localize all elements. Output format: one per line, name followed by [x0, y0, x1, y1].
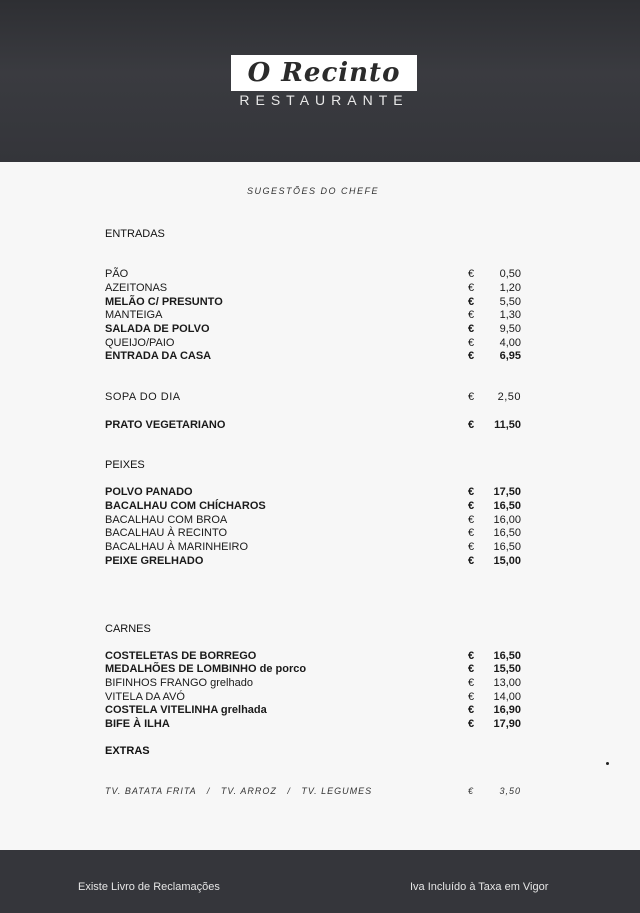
section-entradas: ENTRADAS: [105, 228, 165, 240]
menu-item: [105, 268, 521, 282]
item-name: BIFINHOS FRANGO grelhado: [105, 677, 253, 689]
item-price: 16,50: [493, 541, 521, 553]
item-name: SOPA DO DIA: [105, 391, 181, 403]
menu-item: [105, 650, 521, 664]
currency: €: [468, 282, 475, 294]
currency: €: [468, 323, 475, 335]
footer-banner: [0, 850, 640, 913]
item-price: 14,00: [493, 691, 521, 703]
extras-price: 3,50: [499, 786, 521, 796]
item-name: COSTELETAS DE BORREGO: [105, 650, 257, 662]
item-price: 5,50: [499, 296, 521, 308]
menu-item: [105, 486, 521, 500]
item-name: MEDALHÕES DE LOMBINHO de porco: [105, 663, 307, 675]
item-name: PÃO: [105, 268, 129, 280]
section-extras: EXTRAS: [105, 745, 150, 757]
item-name: PEIXE GRELHADO: [105, 555, 204, 567]
item-name: MELÃO C/ PRESUNTO: [105, 296, 223, 308]
item-price: 17,50: [493, 486, 521, 498]
menu-item: [105, 555, 521, 569]
currency: €: [468, 704, 475, 716]
currency: €: [468, 500, 475, 512]
currency: €: [468, 541, 475, 553]
item-name: BACALHAU COM BROA: [105, 514, 228, 526]
item-name: PRATO VEGETARIANO: [105, 419, 226, 431]
item-price: 15,50: [493, 663, 521, 675]
item-price: 0,50: [499, 268, 521, 280]
item-price: 1,20: [499, 282, 521, 294]
currency: €: [468, 650, 475, 662]
currency: €: [468, 486, 475, 498]
item-name: BACALHAU COM CHÍCHAROS: [105, 500, 266, 512]
currency: €: [468, 718, 475, 730]
item-price: 17,90: [493, 718, 521, 730]
menu-item: [105, 323, 521, 337]
extras-items: TV. BATATA FRITA / TV. ARROZ / TV. LEGUMES: [105, 786, 373, 796]
menu-item: [105, 350, 521, 364]
header-banner: [0, 0, 640, 162]
footer-vat-note: Iva Incluído à Taxa em Vigor: [410, 881, 549, 893]
item-price: 16,50: [493, 527, 521, 539]
item-price: 16,00: [493, 514, 521, 526]
menu-item: [105, 704, 521, 718]
currency: €: [468, 350, 475, 362]
item-price: 1,30: [499, 309, 521, 321]
menu-item: [105, 309, 521, 323]
menu-item-vegetariano: [105, 419, 521, 433]
currency: €: [468, 663, 475, 675]
item-name: BACALHAU À MARINHEIRO: [105, 541, 249, 553]
item-price: 2,50: [497, 391, 521, 403]
menu-item: [105, 500, 521, 514]
chef-suggestions-title: SUGESTÕES DO CHEFE: [246, 186, 380, 196]
item-price: 4,00: [499, 337, 521, 349]
menu-item: [105, 337, 521, 351]
currency: €: [468, 555, 475, 567]
menu-item-sopa: [105, 391, 521, 405]
item-price: 6,95: [499, 350, 521, 362]
item-name: COSTELA VITELINHA grelhada: [105, 704, 267, 716]
currency: €: [468, 527, 475, 539]
item-price: 16,50: [493, 650, 521, 662]
footer-complaints-book: Existe Livro de Reclamações: [78, 881, 220, 893]
item-name: BACALHAU À RECINTO: [105, 527, 228, 539]
currency: €: [468, 296, 475, 308]
currency: €: [468, 419, 475, 431]
item-name: VITELA DA AVÓ: [105, 691, 185, 703]
currency: €: [468, 514, 475, 526]
item-name: BIFE À ILHA: [105, 718, 170, 730]
currency: €: [468, 309, 475, 321]
menu-item: [105, 282, 521, 296]
logo-name: O Recinto: [247, 58, 401, 88]
menu-item: [105, 691, 521, 705]
currency: €: [468, 691, 475, 703]
menu-item: [105, 296, 521, 310]
menu-item: [105, 514, 521, 528]
currency: €: [468, 391, 475, 403]
item-price: 11,50: [494, 419, 521, 431]
item-name: ENTRADA DA CASA: [105, 350, 212, 362]
item-name: POLVO PANADO: [105, 486, 193, 498]
menu-item: [105, 718, 521, 732]
item-name: MANTEIGA: [105, 309, 163, 321]
item-price: 9,50: [499, 323, 521, 335]
menu-item: [105, 663, 521, 677]
menu-item: [105, 527, 521, 541]
item-name: SALADA DE POLVO: [105, 323, 210, 335]
item-name: AZEITONAS: [105, 282, 168, 294]
menu-item: [105, 541, 521, 555]
item-price: 16,50: [493, 500, 521, 512]
logo-subtitle: RESTAURANTE: [239, 92, 409, 108]
item-price: 16,90: [493, 704, 521, 716]
item-name: QUEIJO/PAIO: [105, 337, 175, 349]
item-price: 13,00: [493, 677, 521, 689]
extras-row: [105, 786, 521, 796]
section-carnes: CARNES: [105, 623, 151, 635]
speck-mark: [606, 762, 609, 765]
currency: €: [468, 786, 475, 796]
logo: [231, 55, 417, 91]
menu-item: [105, 677, 521, 691]
currency: €: [468, 268, 475, 280]
currency: €: [468, 677, 475, 689]
currency: €: [468, 337, 475, 349]
section-peixes: PEIXES: [105, 459, 145, 471]
item-price: 15,00: [493, 555, 521, 567]
